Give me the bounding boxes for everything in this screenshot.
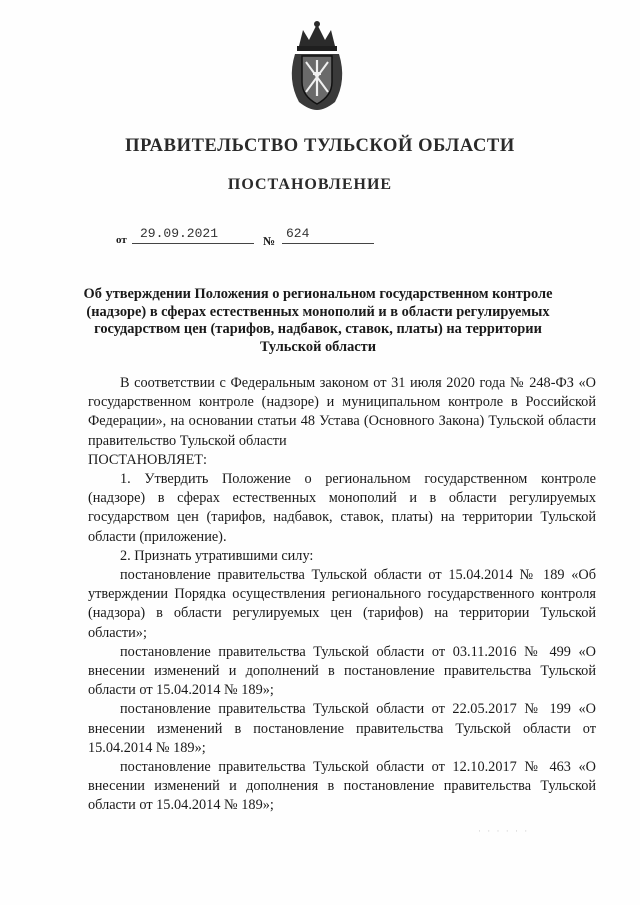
repealed-item: постановление правительства Тульской области от 12.10.2017 № 463 «О внесении изменений и дополнения в постановление правительства Тульской области от 15.04.2014 № 189»;: [88, 759, 596, 814]
decree-word: ПОСТАНОВЛЯЕТ:: [88, 451, 208, 468]
date-label: от: [116, 234, 127, 246]
number-label: №: [263, 234, 276, 248]
scan-artifact: · · · · · ·: [478, 826, 530, 836]
tula-coat-of-arms-icon: [285, 20, 349, 112]
document-body: [88, 374, 596, 816]
item-2: 2. Признать утратившими силу:: [120, 547, 314, 564]
item-1: 1. Утвердить Положение о региональном государственном контроле (надзоре) в сферах естественных монополий и в области регулируемых государством цен (тарифов, надбавок, ставок, платы) на территории Тульской области (приложение).: [88, 471, 596, 545]
government-title: ПРАВИТЕЛЬСТВО ТУЛЬСКОЙ ОБЛАСТИ: [125, 136, 515, 156]
repealed-item: постановление правительства Тульской области от 03.11.2016 № 499 «О внесении изменений и дополнений в постановление правительства Тульской области от 15.04.2014 № 189»;: [88, 643, 596, 699]
repealed-item: постановление правительства Тульской области от 22.05.2017 № 199 «О внесении изменений в постановление правительства Тульской области от 15.04.2014 № 189»;: [88, 701, 596, 756]
document-number: 624: [286, 226, 310, 241]
repealed-item: постановление правительства Тульской области от 15.04.2014 № 189 «Об утверждении Порядка осуществления регионального государственного контроля (надзора) в области регулируемых цен (тарифов) на территории Тульской области»;: [88, 567, 596, 641]
document-date: 29.09.2021: [140, 226, 219, 241]
document-meta: [116, 226, 516, 248]
document-heading: Об утверждении Положения о региональном государственном контроле (надзоре) в сферах естественных монополий и в области регулируемых государством цен (тарифов, надбавок, ставок, платы) на территории Тульской области: [83, 286, 553, 355]
date-underline: [132, 243, 254, 244]
document-type: ПОСТАНОВЛЕНИЕ: [227, 176, 393, 193]
number-underline: [282, 243, 374, 244]
intro-paragraph: В соответствии с Федеральным законом от 31 июля 2020 года № 248-ФЗ «О государственном контроле (надзоре) и муниципальном контроле в Российской Федерации», на основании статьи 48 Устава (Основного Закона) Тульской области правительство Тульской области: [88, 375, 596, 449]
